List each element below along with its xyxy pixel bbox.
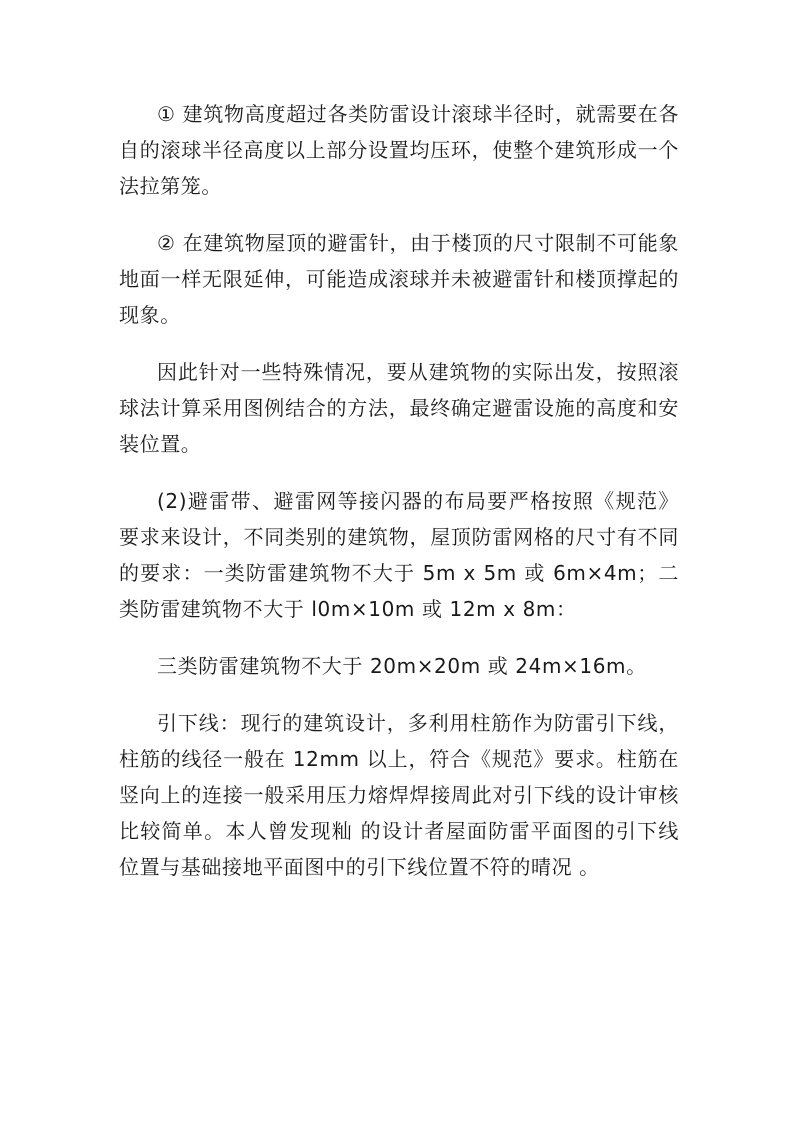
paragraph-5: 三类防雷建筑物不大于 20m×20m 或 24m×16m。 <box>157 654 647 678</box>
document-body <box>119 96 679 906</box>
paragraph-1: ① 建筑物高度超过各类防雷设计滚球半径时，就需要在各自的滚球半径高度以上部分设置均压环，使整个建筑形成一个法拉第笼。 <box>119 102 679 198</box>
paragraph-2: ② 在建筑物屋顶的避雷针，由于楼顶的尺寸限制不可能象地面一样无限延伸，可能造成滚球并未被避雷针和楼顶撑起的现象。 <box>119 231 679 327</box>
paragraph-4: (2)避雷带、避雷网等接闪器的布局要严格按照《规范》要求来设计，不同类别的建筑物，屋顶防雷网格的尺寸有不同的要求：一类防雷建筑物不大于 5m x 5m 或 6m×4m；二类防雷建筑物不大于 l0m×10m 或 12m x 8m： <box>119 489 679 621</box>
paragraph-6: 引下线：现行的建筑设计，多利用柱筋作为防雷引下线，柱筋的线径一般在 12mm 以上，符合《规范》要求。柱筋在竖向上的连接一般采用压力熔焊焊接周此对引下线的设计审核比较简单。本人曾发现籼 的设计者屋面防雷平面图的引下线位置与基础接地平面图中的引下线位置不符的晴况 。 <box>119 711 679 879</box>
paragraph-3: 因此针对一些特殊情况，要从建筑物的实际出发，按照滚球法计算采用图例结合的方法，最终确定避雷设施的高度和安装位置。 <box>119 360 679 456</box>
